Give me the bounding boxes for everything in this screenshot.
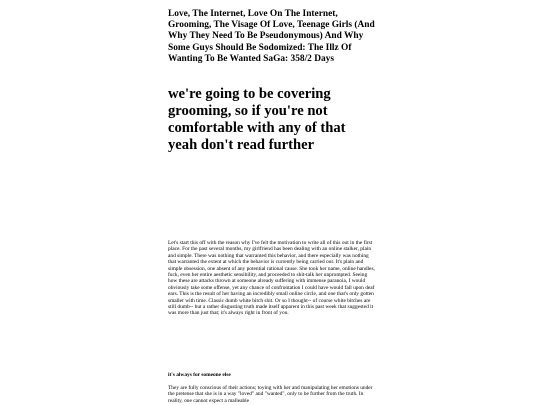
content-warning-heading: we're going to be covering grooming, so if you're not comfortable with any of that yeah don't read further [168,86,346,153]
body-paragraph: They are fully conscious of their actions; toying with her and manipulating her emotions under the pretense that she is in a way "loved" and "wanted", only to be further from the truth. In reality, one cannot expect a malleable [168,385,373,404]
body-paragraph: Let's start this off with the reason why I've felt the motivation to write all of this out in the first place. For the past several months, my girlfriend has been dealing with an online stalker, plain and simple. There was nothing that warranted this behavior, and there especially was nothing that warranted the extent at which the behavior is currently being carried out. It's plain and simple obsession, one absent of any potential rational cause. She took her name, online handles, fuck, even her entire aesthetic sensibility, and proceeded to shit-talk her unprompted. Seeing how these are attacks thrown at someone already suffering with immense paranoia, I would obviously take some offense, yet any chance of confrontation I could have would fall upon deaf ears. This is the result of her having an incredibly small online circle, and one that's only gotten smaller with time. Classic dumb white bitch shit. Or so I thought-- of course white bitches are still dumb-- but a rather disgusting truth made itself apparent in this past week that suggested it was more than just that; it's always right in front of you. [168,240,375,317]
section-heading: it's always for someone else [168,372,231,378]
post-body [168,240,376,317]
post-body-continued [168,385,376,404]
post-title: Love, The Internet, Love On The Internet, Grooming, The Visage Of Love, Teenage Girls (And Why They Need To Be Pseudonymous) And Why Some Guys Should Be Sodomized: The Illz Of Wanting To Be Wanted SaGa: 358/2 Days [168,9,375,64]
